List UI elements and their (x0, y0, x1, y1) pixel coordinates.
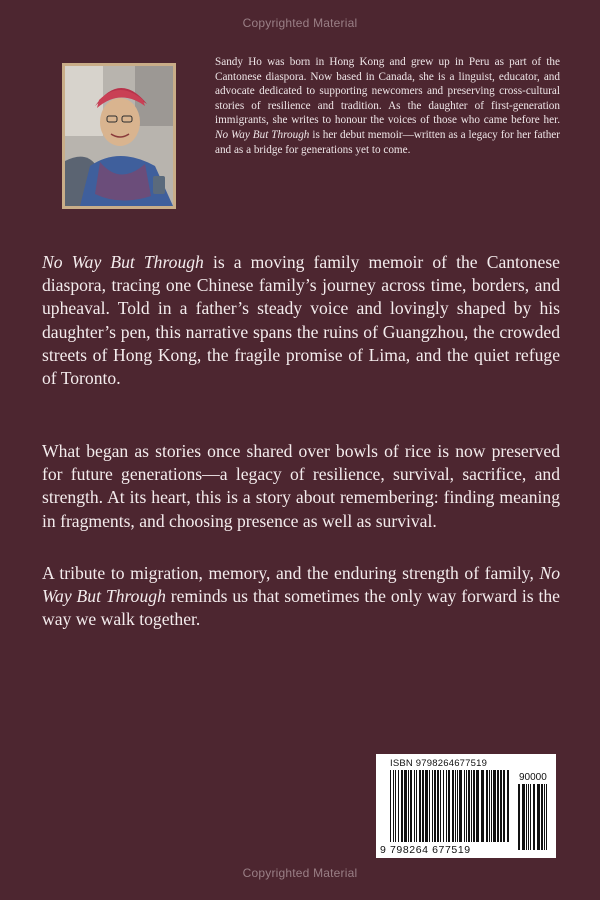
barcode-bar (481, 770, 484, 842)
barcode-bar (408, 770, 409, 842)
barcode-digits: 9 798264 677519 (380, 844, 471, 856)
copyright-watermark-top: Copyrighted Material (242, 16, 358, 30)
barcode-bar (500, 770, 502, 842)
price-code-label: 90000 (519, 772, 547, 783)
barcode-bar (395, 770, 396, 842)
barcode-bar (537, 784, 540, 850)
barcode-bar (486, 770, 488, 842)
description-paragraph-2 (42, 440, 560, 533)
barcode-bar (476, 770, 479, 842)
barcode-bar (522, 784, 525, 850)
bio-book-title: No Way But Through (215, 128, 310, 141)
barcode-bar (464, 770, 465, 842)
author-bio (215, 55, 560, 157)
author-portrait-image (65, 66, 173, 206)
barcode-bar (448, 770, 450, 842)
barcode-bar (459, 770, 462, 842)
barcode-bar (507, 770, 509, 842)
barcode-bar (425, 770, 428, 842)
barcode-bar (546, 784, 547, 850)
description-paragraph-3 (42, 562, 560, 632)
isbn-label: ISBN 9798264677519 (390, 758, 488, 769)
barcode-bar (489, 770, 490, 842)
barcode-bar (432, 770, 433, 842)
barcode-bar (455, 770, 456, 842)
barcode-bar (468, 770, 470, 842)
barcode-bar (518, 784, 520, 850)
barcode-bar (457, 770, 458, 842)
barcode-bar (452, 770, 454, 842)
barcode-bar (440, 770, 441, 842)
barcode-bar (414, 770, 415, 842)
description-text-1: is a moving family memoir of the Cantonese diaspora, tracing one Chinese family’s journey across time, borders, and upheaval. Told in a father’s steady voice and lovingly shaped by his daughter’s pen, this narrative spans the ruins of Guangzhou, the crowded streets of Hong Kong, the fragile promise of Lima, and the quiet refuge of Toronto. (42, 252, 560, 389)
barcode-bar (437, 770, 439, 842)
author-bio-paragraph (215, 55, 560, 157)
barcode-bar (503, 770, 505, 842)
description-text-3b: reminds us that sometimes the only way forward is the way we walk together. (42, 586, 560, 630)
barcode-bar (401, 770, 403, 842)
barcode-bar (393, 770, 394, 842)
barcode-bar (429, 770, 430, 842)
barcode-bar (419, 770, 421, 842)
barcode-bar (416, 770, 417, 842)
barcode-bar (541, 784, 543, 850)
book-title-italic: No Way But Through (42, 252, 204, 272)
barcode-bar (497, 770, 499, 842)
description-text-3a: A tribute to migration, memory, and the enduring strength of family, (42, 563, 540, 583)
description-paragraph-1 (42, 251, 560, 390)
barcode-bar (446, 770, 447, 842)
ean-barcode-bars (390, 770, 512, 846)
book-title-italic-2: No Way But Through (42, 563, 560, 607)
bio-text-part1: Sandy Ho was born in Hong Kong and grew up in Peru as part of the Cantonese diaspora. Now based in Canada, she is a linguist, educator, and advocate dedicated to supporting newcomers and preserving cross-cultural stories of resilience and tradition. As the daughter of first-generation immigrants, she writes to honour the voices of those who came before her. (215, 56, 560, 127)
author-photo (62, 63, 176, 209)
bio-text-part2: is her debut memoir—written as a legacy for her father and as a bridge for generations yet to come. (215, 128, 560, 156)
barcode-bar (390, 770, 391, 842)
description-text-2: What began as stories once shared over bowls of rice is now preserved for future generations—a legacy of resilience, survival, sacrifice, and strength. At its heart, this is a story about remembering: finding meaning in fragments, and choosing presence as well as survival. (42, 441, 560, 531)
barcode-bar (473, 770, 475, 842)
barcode-bar (443, 770, 444, 842)
barcode-bar (466, 770, 467, 842)
barcode-bar (410, 770, 412, 842)
barcode-bar (471, 770, 472, 842)
barcode-bar (493, 770, 496, 842)
barcode-bar (422, 770, 424, 842)
barcode-bar (530, 784, 531, 850)
barcode-bar (526, 784, 527, 850)
price-barcode-bars (518, 784, 550, 854)
barcode-bar (544, 784, 545, 850)
barcode-bar (434, 770, 436, 842)
barcode-bar (404, 770, 407, 842)
copyright-watermark-bottom: Copyrighted Material (242, 866, 358, 880)
barcode-bar (398, 770, 399, 842)
isbn-barcode (376, 754, 556, 858)
barcode-bar (533, 784, 535, 850)
barcode-bar (528, 784, 529, 850)
barcode-bar (491, 770, 492, 842)
portrait-illustration (65, 66, 173, 206)
